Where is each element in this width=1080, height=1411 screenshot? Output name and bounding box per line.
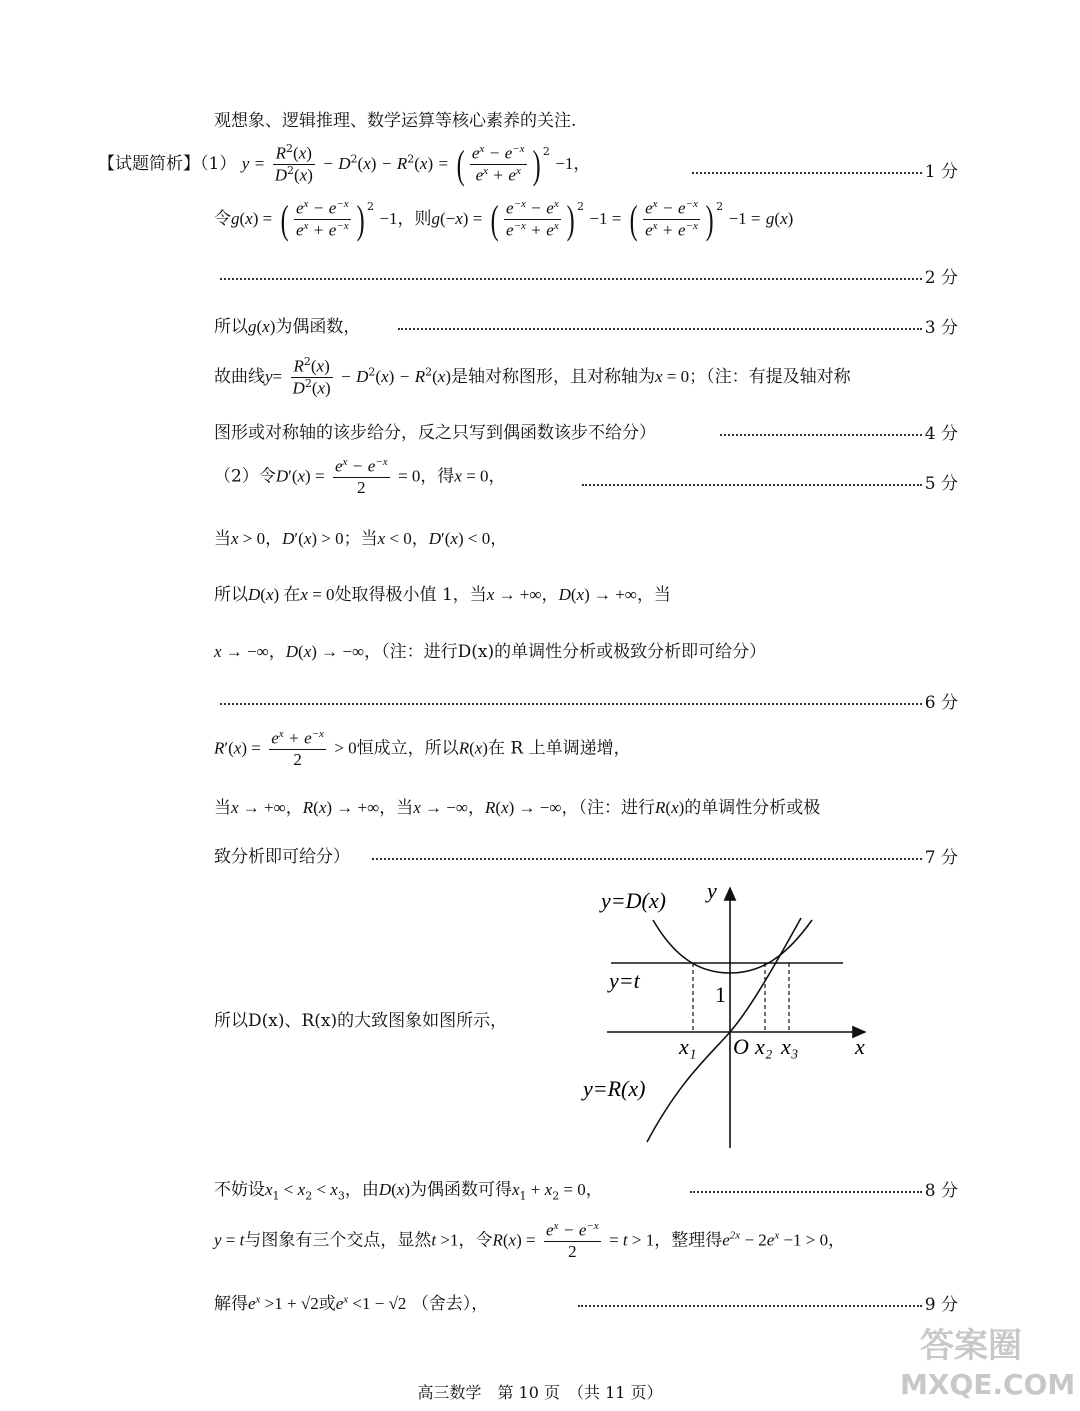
analysis-label: 【试题简析】 <box>98 154 200 175</box>
note3-line: 致分析即可给分） <box>214 847 350 867</box>
dot-leader-5 <box>582 484 922 486</box>
label-R: y=R(x) <box>583 1076 646 1101</box>
dot-leader-3 <box>398 328 922 330</box>
curve-R <box>647 918 801 1142</box>
score-3: 3 分 <box>924 318 958 338</box>
intersection-line: y = t与图象有三个交点，显然t >1，令R(x) = $\frac{e^x - e^{-x}}{2}$ = t > 1，整理得$e^{2x} - 2e^x -1 > 0$， <box>214 1220 846 1262</box>
label-x-axis: x <box>855 1034 865 1059</box>
even-function-line: 所以g(x)为偶函数， <box>214 317 361 337</box>
part1-g-line: 令g(x) = ( $\frac{e^x - e^{-x}}{e^x + e^{-x}}$ ) $^2$ −1，则g(−x) = ( $\frac{e^{-x} - e^x}{e^{-x} + e^x}$ ) $^2$ −1 = ( $\frac{e^x - e^{-x}}{e^x + e^{-x}}$ ) $^2$ −1 = g(x) <box>214 196 794 242</box>
solution-line: 解得$e^x >1 + √2$或$e^x <1 - √2$ （舍去）， <box>214 1293 489 1314</box>
label-x1: x₁ <box>679 1034 697 1059</box>
score-5: 5 分 <box>924 474 958 494</box>
score-2: 2 分 <box>924 268 958 288</box>
score-8: 8 分 <box>924 1181 958 1201</box>
dot-leader-9 <box>578 1305 922 1307</box>
r-derivative-line: R′(x) = $\frac{e^x + e^{-x}}{2}$ > 0恒成立，所以R(x)在 R 上单调递增， <box>214 728 631 770</box>
dot-leader-2 <box>220 278 922 280</box>
intro-line: 观想象、逻辑推理、数学运算等核心素养的关注. <box>214 111 577 131</box>
note1-line: 图形或对称轴的该步给分，反之只写到偶函数该步不给分） <box>214 423 656 443</box>
dot-leader-1 <box>692 172 922 174</box>
sign-line: 当x > 0，D′(x) > 0；当x < 0，D′(x) < 0， <box>214 529 508 549</box>
watermark-bottom: MXQE.COM <box>900 1368 1076 1401</box>
label-x2: x₂ <box>755 1034 773 1059</box>
function-graph <box>575 870 885 1160</box>
label-O: O <box>733 1034 749 1059</box>
min-line: 所以D(x) 在x = 0处取得极小值 1，当x → +∞，D(x) → +∞，当 <box>214 585 671 605</box>
part1-label: （1） <box>200 154 237 175</box>
part1-formula-line: 【试题简析】（1） y = $\frac{R^2(x)}{D^2(x)}$ − $D^2(x) - R^2(x)$ = ( $\frac{e^x - e^{-x}}{e^x + e^x}$ ) $^2$ −1， <box>98 141 591 187</box>
score-7: 7 分 <box>924 848 958 868</box>
dot-leader-8 <box>690 1191 922 1193</box>
dot-leader-4 <box>720 434 922 436</box>
label-y-axis: y <box>707 878 717 903</box>
dot-leader-7 <box>372 858 922 860</box>
r-limit-line: 当x → +∞，R(x) → +∞，当x → −∞，R(x) → −∞，（注：进行R(x)的单调性分析或极 <box>214 798 821 818</box>
graph-caption: 所以D(x)、R(x)的大致图象如图所示， <box>214 1011 508 1031</box>
label-t: y=t <box>609 968 640 993</box>
watermark-top: 答案圈 <box>920 1326 1022 1366</box>
score-1: 1 分 <box>924 162 958 182</box>
label-1: 1 <box>715 982 726 1007</box>
assume-line: 不妨设$x_1 < x_2 < x_3$，由D(x)为偶函数可得$x_1 + x_2 = 0$， <box>214 1180 603 1203</box>
part2-line: （2）令D′(x) = $\frac{e^x - e^{-x}}{2}$ = 0，得x = 0， <box>214 456 506 498</box>
symmetry-line: 故曲线y= $\frac{R^2(x)}{D^2(x)}$ − $D^2(x) - R^2(x)$是轴对称图形，且对称轴为x = 0；（注：有提及轴对称 <box>214 355 851 398</box>
dot-leader-6 <box>220 703 922 705</box>
label-x3: x₃ <box>781 1034 799 1059</box>
limit-line: x → −∞，D(x) → −∞，（注：进行D(x)的单调性分析或极致分析即可给分） <box>214 642 767 662</box>
score-6: 6 分 <box>924 693 958 713</box>
score-9: 9 分 <box>924 1295 958 1315</box>
label-D: y=D(x) <box>601 888 666 913</box>
curve-D <box>653 920 812 973</box>
score-4: 4 分 <box>924 424 958 444</box>
page-footer: 高三数学 第 10 页 （共 11 页） <box>417 1383 663 1402</box>
